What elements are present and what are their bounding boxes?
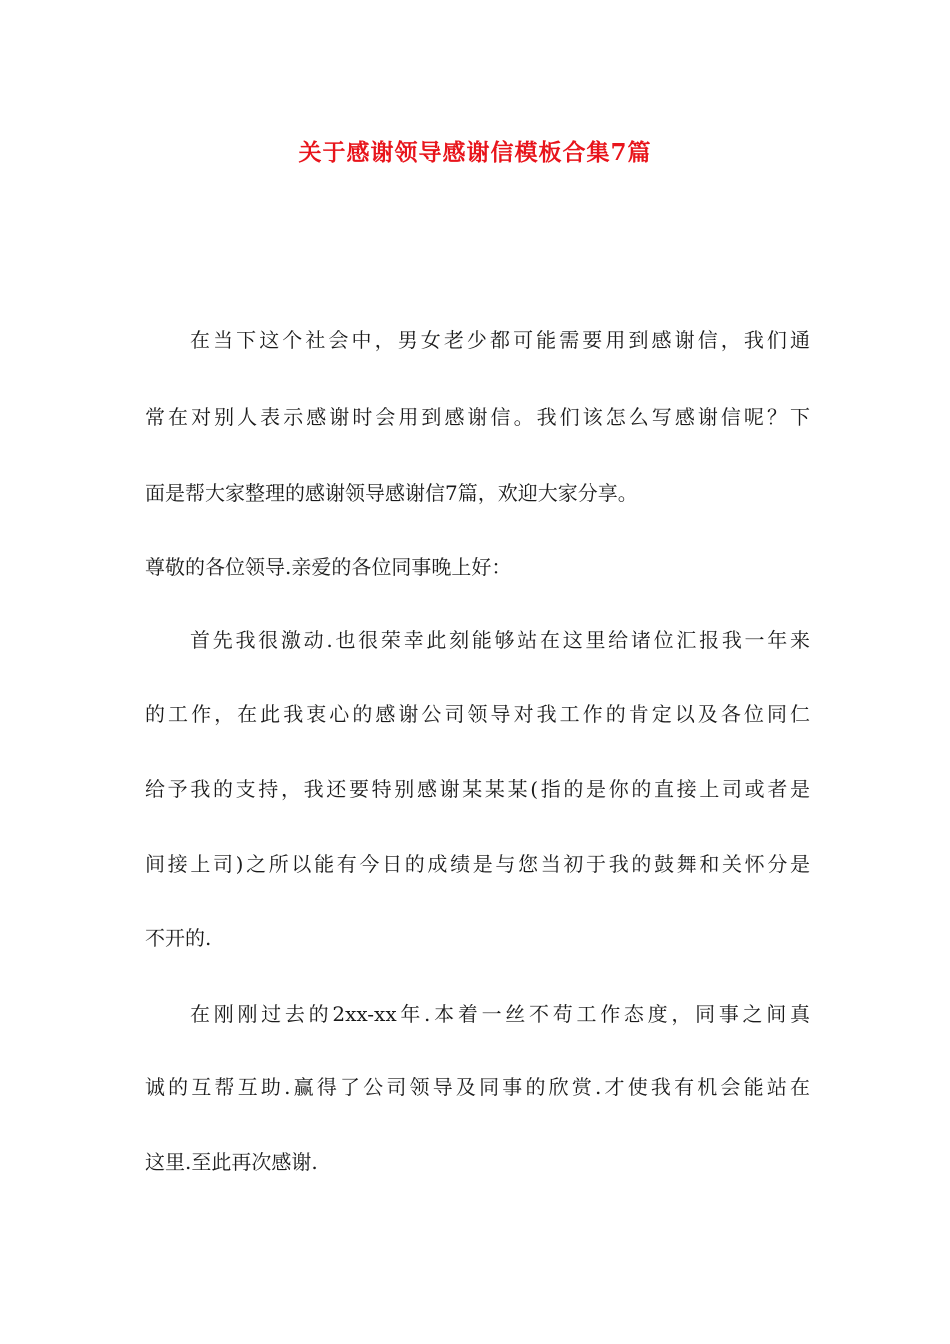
paragraph-line: 这里.至此再次感谢. (145, 1150, 318, 1174)
document-title: 关于感谢领导感谢信模板合集7篇 (298, 139, 652, 166)
paragraph-line: 间接上司)之所以能有今日的成绩是与您当初于我的鼓舞和关怀分是 (145, 852, 810, 876)
paragraph-line: 诚的互帮互助.赢得了公司领导及同事的欣赏.才使我有机会能站在 (145, 1075, 810, 1099)
salutation-line: 尊敬的各位领导.亲爱的各位同事晚上好： (145, 555, 512, 579)
paragraph-line: 给予我的支持，我还要特别感谢某某某(指的是你的直接上司或者是 (145, 777, 810, 801)
paragraph-line: 常在对别人表示感谢时会用到感谢信。我们该怎么写感谢信呢？下 (145, 405, 810, 429)
paragraph-line: 在当下这个社会中，男女老少都可能需要用到感谢信，我们通 (190, 328, 810, 352)
paragraph-line: 的工作，在此我衷心的感谢公司领导对我工作的肯定以及各位同仁 (145, 702, 810, 726)
paragraph-line: 不开的. (145, 926, 212, 950)
paragraph-line: 在刚刚过去的2xx-xx年.本着一丝不苟工作态度，同事之间真 (190, 1002, 810, 1026)
paragraph-line: 面是帮大家整理的感谢领导感谢信7篇，欢迎大家分享。 (145, 481, 638, 505)
paragraph-line: 首先我很激动.也很荣幸此刻能够站在这里给诸位汇报我一年来 (190, 628, 810, 652)
